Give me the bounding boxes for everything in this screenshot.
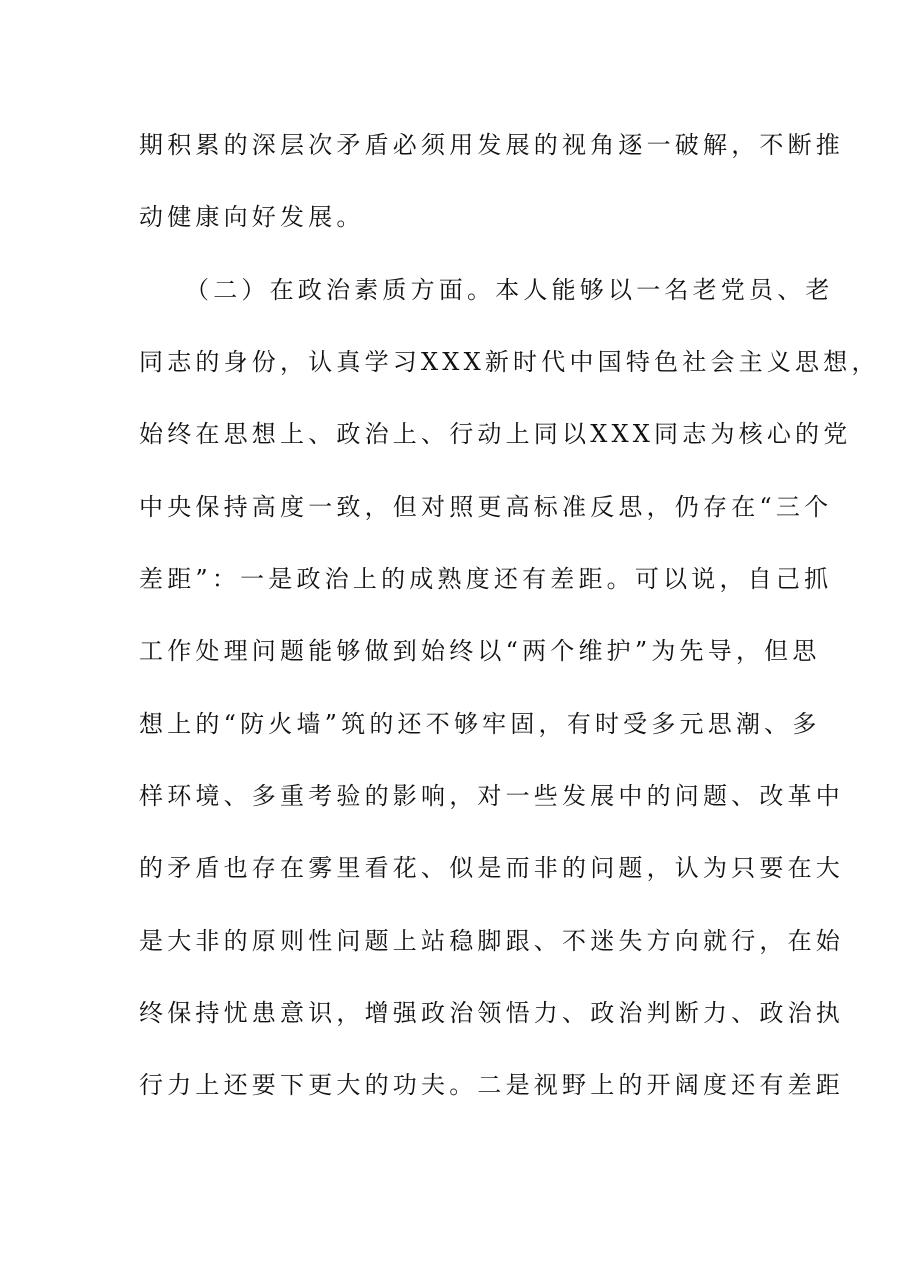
text-line-5: 始终在思想上、政治上、行动上同以XXX同志为核心的党 — [139, 420, 852, 448]
text-line-10: 样环境、多重考验的影响，对一些发展中的问题、改革中 — [139, 782, 844, 810]
text-line-11: 的矛盾也存在雾里看花、似是而非的问题，认为只要在大 — [139, 854, 844, 882]
text-line-14: 行力上还要下更大的功夫。二是视野上的开阔度还有差距 — [139, 1071, 844, 1099]
text-line-4: 同志的身份，认真学习XXX新时代中国特色社会主义思想， — [139, 348, 880, 376]
text-line-12: 是大非的原则性问题上站稳脚跟、不迷失方向就行，在始 — [139, 927, 844, 955]
text-line-1: 期积累的深层次矛盾必须用发展的视角逐一破解，不断推 — [139, 131, 844, 159]
text-line-3: （二）在政治素质方面。本人能够以一名老党员、老 — [185, 276, 834, 304]
text-line-8: 工作处理问题能够做到始终以“两个维护”为先导，但思 — [139, 637, 821, 665]
text-line-6: 中央保持高度一致，但对照更高标准反思，仍存在“三个 — [139, 493, 833, 521]
text-line-9: 想上的“防火墙”筑的还不够牢固，有时受多元思潮、多 — [139, 710, 821, 738]
text-line-2: 动健康向好发展。 — [139, 203, 365, 231]
text-line-13: 终保持忧患意识，增强政治领悟力、政治判断力、政治执 — [139, 999, 844, 1027]
text-line-7: 差距”：一是政治上的成熟度还有差距。可以说，自己抓 — [139, 565, 833, 593]
